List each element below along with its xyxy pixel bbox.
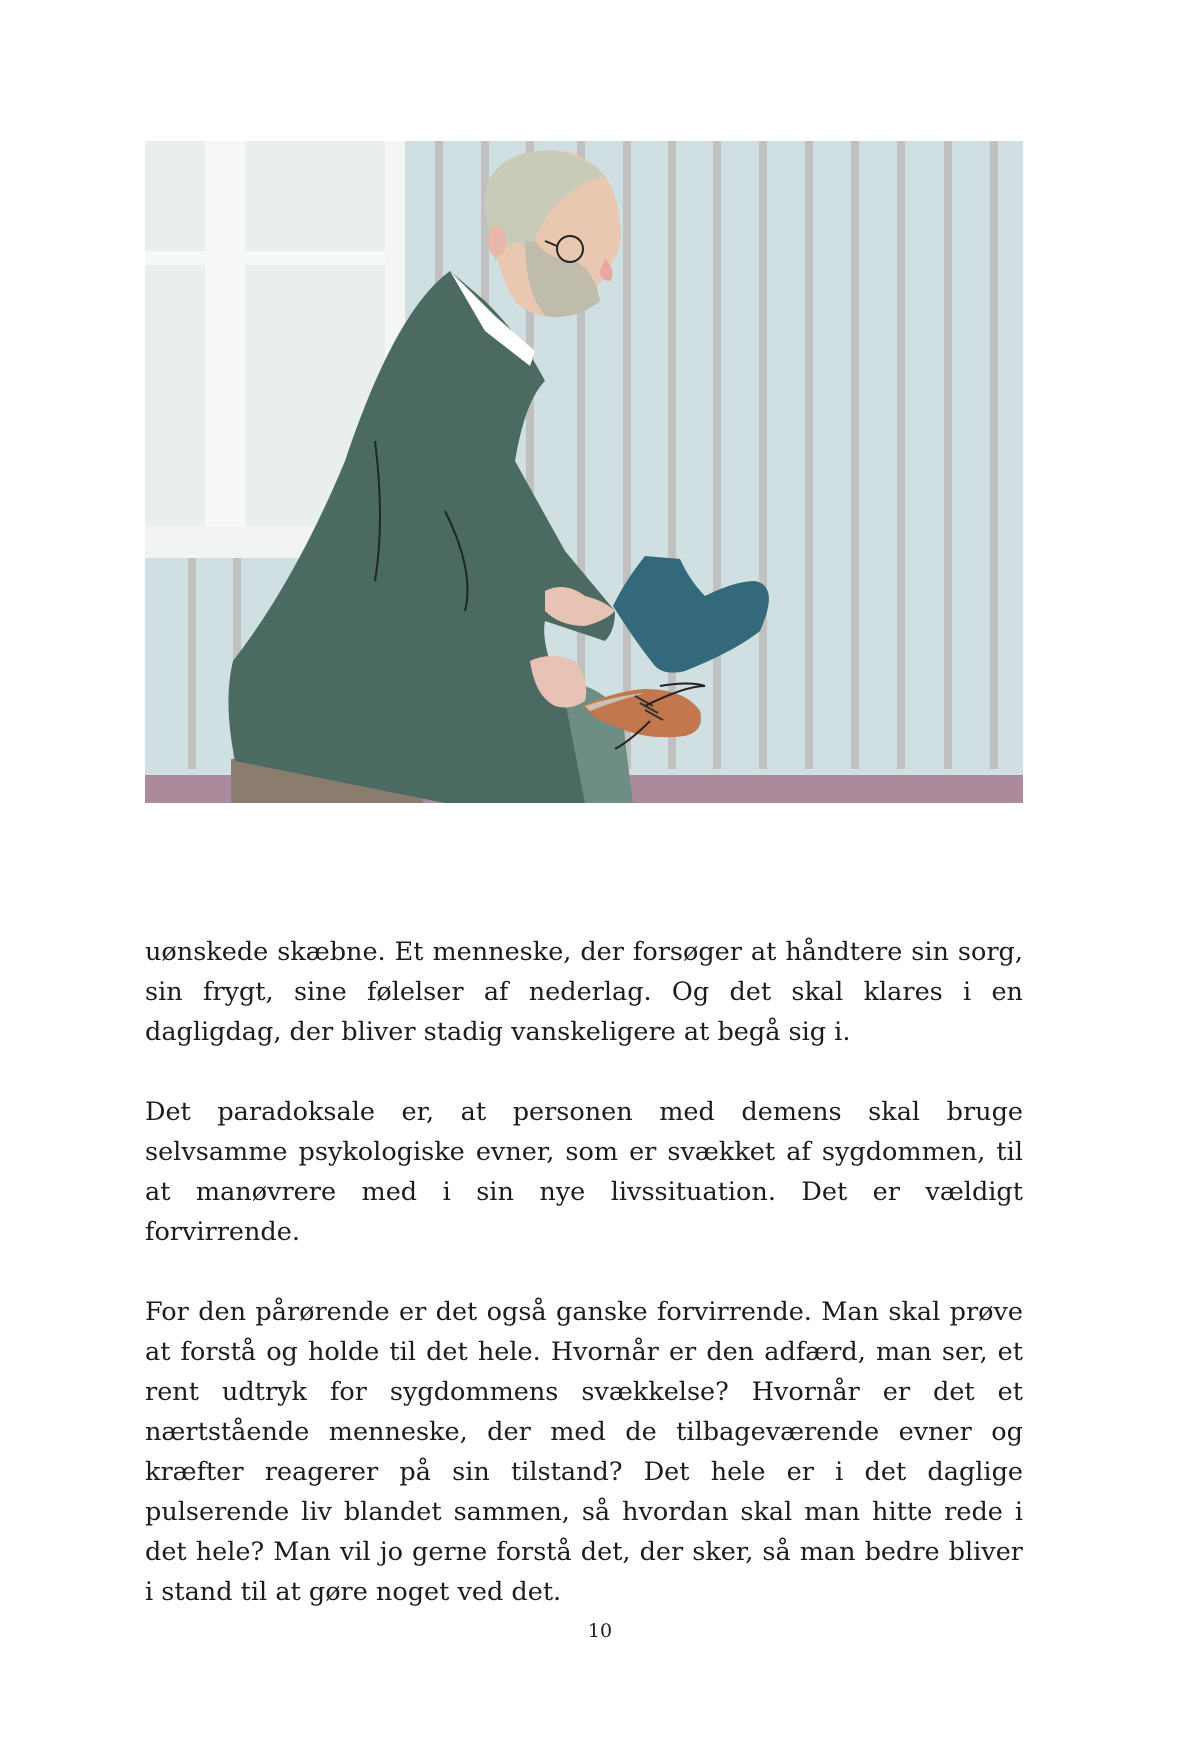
page-number: 10	[587, 1620, 613, 1642]
illustration	[145, 141, 1023, 803]
body-text	[145, 932, 1023, 1652]
paragraph: Det paradoksale er, at personen med demens skal bruge selvsamme psykologiske evner, som er svækket af sygdommen, til at manøvrere med i sin nye livssituation. Det er vældigt forvirrende.	[145, 1097, 1023, 1247]
paragraph: uønskede skæbne. Et menneske, der forsøger at håndtere sin sorg, sin frygt, sine følelser af nederlag. Og det skal klares i en dagligdag, der bliver stadig vanskeligere at begå sig i.	[145, 937, 1023, 1047]
paragraph: For den pårørende er det også ganske forvirrende. Man skal prøve at forstå og holde til det hele. Hvornår er den adfærd, man ser, et rent udtryk for sygdommens svækkelse? Hvornår er det et nærtstående menneske, der med de tilbageværende evner og kræfter reagerer på sin tilstand? Det hele er i det daglige pulserende liv blandet sammen, så hvordan skal man hitte rede i det hele? Man vil jo gerne forstå det, der sker, så man bedre bliver i stand til at gøre noget ved det.	[145, 1297, 1023, 1607]
